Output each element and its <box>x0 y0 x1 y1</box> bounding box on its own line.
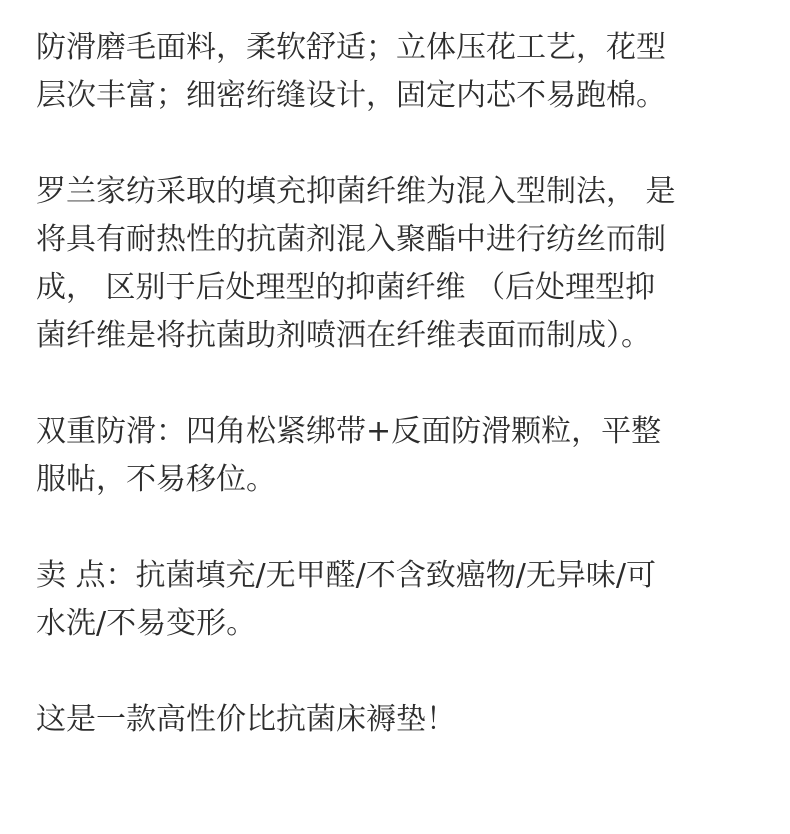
paragraph-anti-slip <box>36 408 758 504</box>
text-line: 菌纤维是将抗菌助剂喷洒在纤维表面而制成）。 <box>36 318 651 353</box>
text-line: 罗兰家纺采取的填充抑菌纤维为混入型制法， 是 <box>36 174 676 209</box>
text-line: 服帖，不易移位。 <box>36 462 276 497</box>
text-line: 将具有耐热性的抗菌剂混入聚酯中进行纺丝而制 <box>36 222 666 257</box>
text-line: 成， 区别于后处理型的抑菌纤维 （后处理型抑 <box>36 270 656 305</box>
paragraph-antibacterial-fiber <box>36 168 758 360</box>
paragraph-summary <box>36 696 758 744</box>
paragraph-selling-points <box>36 552 758 648</box>
text-line: 双重防滑：四角松紧绑带+反面防滑颗粒，平整 <box>36 414 662 449</box>
text-line: 水洗/不易变形。 <box>36 606 257 641</box>
text-line: 卖 点：抗菌填充/无甲醛/不含致癌物/无异味/可 <box>36 558 656 593</box>
text-line: 防滑磨毛面料，柔软舒适；立体压花工艺，花型 <box>36 30 666 65</box>
paragraph-fabric <box>36 24 758 120</box>
text-line: 这是一款高性价比抗菌床褥垫！ <box>36 702 456 737</box>
text-line: 层次丰富；细密绗缝设计，固定内芯不易跑棉。 <box>36 78 666 113</box>
product-description <box>36 24 758 792</box>
